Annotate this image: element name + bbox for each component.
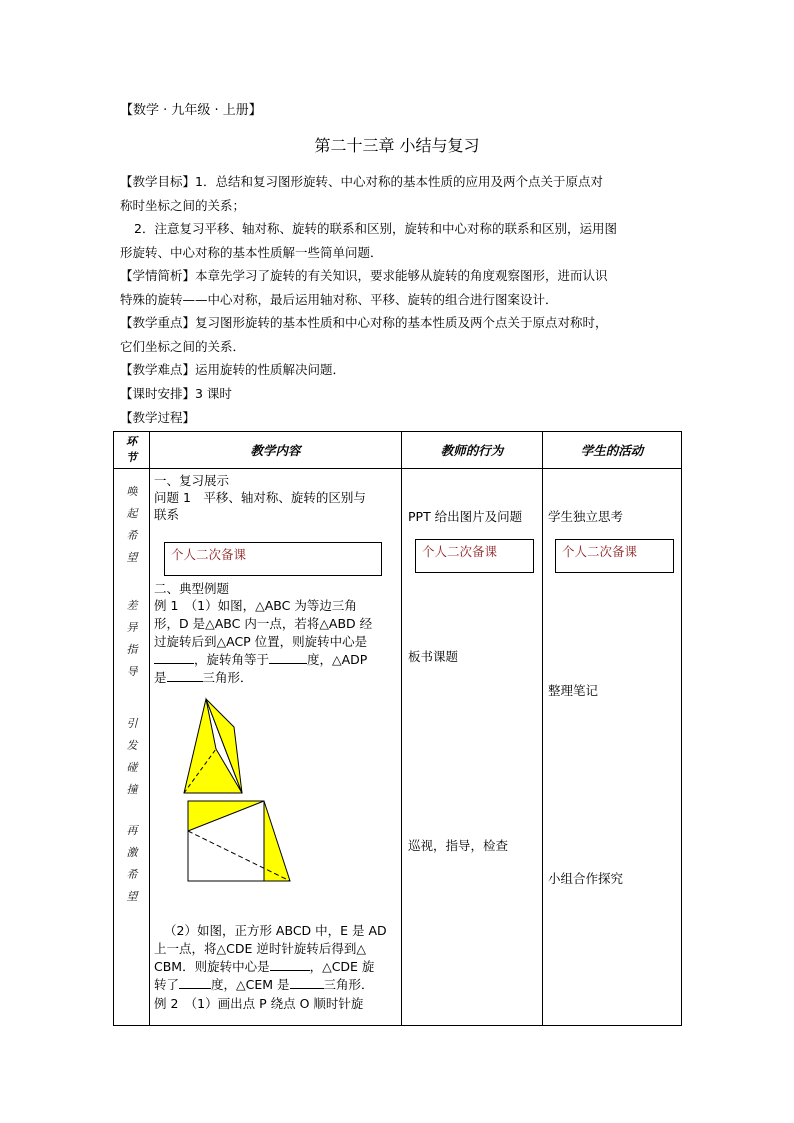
header-teacher: 教师的行为 (402, 432, 543, 469)
difficulty-line: 【教学难点】运用旋转的性质解决问题． (120, 362, 346, 377)
answer-blank[interactable] (290, 976, 324, 989)
goals-line-3: 2．注意复习平移、轴对称、旋转的联系和区别，旋转和中心对称的联系和区别，运用图 (134, 221, 617, 236)
stage-char: 希 (126, 868, 138, 881)
stage-char: 希 (126, 529, 138, 542)
example-1-line-5 (154, 668, 253, 686)
schedule-line: 【课时安排】3 课时 (120, 386, 232, 401)
goals-line-2: 称时坐标之间的关系； (120, 197, 246, 213)
student-action-notes: 整理笔记 (548, 683, 599, 698)
example-1b-line-2: 上一点，将△CDE 逆时针旋转后得到△ (154, 941, 366, 956)
stage-arouse-hope (114, 481, 150, 569)
example-1b-line-3 (154, 957, 374, 975)
stage-char: 撞 (126, 783, 138, 796)
stage-rekindle-hope (114, 820, 150, 908)
chapter-title: 第二十三章 小结与复习 (314, 136, 480, 155)
lesson-schedule (120, 382, 680, 406)
example-1b-text: 三角形． (323, 977, 374, 992)
stage-char: 望 (126, 890, 138, 903)
example-2-line-1: 例 2 （1）画出点 P 绕点 O 顺时针旋 (154, 996, 364, 1011)
section-review: 一、复习展示 (154, 473, 230, 488)
student-action-think: 学生独立思考 (548, 509, 624, 524)
stage-char: 引 (126, 717, 138, 730)
example-1-line-2: 形，D 是△ABC 内一点，若将△ABD 经 (154, 616, 373, 631)
stage-char: 唤 (126, 485, 138, 498)
table-header-row (114, 432, 682, 469)
header-student: 学生的活动 (543, 432, 682, 469)
student-note-box[interactable]: 个人二次备课 (555, 539, 674, 573)
answer-blank[interactable] (270, 958, 310, 971)
table-body-row (114, 469, 682, 1026)
teacher-action-title: 板书课题 (408, 649, 459, 664)
teacher-action-patrol: 巡视，指导，检查 (408, 838, 509, 853)
example-1b-text: ，△CDE 旋 (309, 959, 375, 974)
example-1-line-3: 过旋转后到△ACP 位置，则旋转中心是 (154, 634, 368, 649)
example-1-text: 三角形． (202, 670, 253, 685)
example-1-text: ，旋转角等于 (194, 652, 270, 667)
example-1b-text: 度，△CEM 是 (211, 977, 290, 992)
example-1-line-1: 例 1 （1）如图，△ABC 为等边三角 (154, 598, 357, 613)
teacher-action-ppt: PPT 给出图片及问题 (408, 509, 523, 524)
lesson-note-box[interactable]: 个人二次备课 (164, 542, 382, 576)
key-points-line-1: 【教学重点】复习图形旋转的基本性质和中心对称的基本性质及两个点关于原点对称时， (120, 315, 608, 330)
stage-char: 差 (126, 599, 138, 612)
analysis-line-1: 【学情简析】本章先学习了旋转的有关知识，要求能够从旋转的角度观察图形，进而认识 (120, 268, 608, 283)
answer-blank[interactable] (154, 651, 194, 664)
teaching-process-heading (120, 406, 680, 430)
stage-char: 指 (126, 643, 138, 656)
process-line: 【教学过程】 (120, 410, 196, 425)
lesson-table (113, 431, 682, 1026)
stage-char: 再 (126, 824, 138, 837)
key-points-line-2: 它们坐标之间的关系． (120, 338, 246, 354)
header-stage (114, 432, 150, 469)
content-column (150, 469, 402, 1026)
teacher-column (402, 469, 543, 1026)
learning-analysis (120, 264, 680, 311)
stage-column (114, 469, 150, 1026)
triangle-cde (188, 801, 264, 831)
example-1-line-4 (154, 650, 367, 668)
answer-blank[interactable] (269, 651, 307, 664)
stage-differentiated-guidance (114, 595, 150, 683)
analysis-line-2: 特殊的旋转——中心对称，最后运用轴对称、平移、旋转的组合进行图案设计． (120, 291, 558, 307)
teaching-goals (120, 170, 680, 264)
stage-spark-collision (114, 713, 150, 801)
stage-char: 望 (126, 551, 138, 564)
stage-char: 激 (126, 846, 138, 859)
stage-char: 碰 (126, 761, 138, 774)
example-1b-line-1: （2）如图，正方形 ABCD 中，E 是 AD (164, 923, 387, 938)
section-examples: 二、典型例题 (154, 581, 230, 596)
goals-line-4: 形旋转、中心对称的基本性质解一些简单问题． (120, 244, 383, 260)
question-1-line-1: 问题 1 平移、轴对称、旋转的区别与 (154, 490, 366, 505)
stage-char: 发 (126, 739, 138, 752)
stage-char: 起 (126, 507, 138, 520)
example-1b-line-4 (154, 975, 374, 993)
student-column (543, 469, 682, 1026)
header-stage-top: 环 (126, 435, 137, 448)
answer-blank[interactable] (167, 669, 203, 682)
example-1b-text: CBM．则旋转中心是 (154, 959, 270, 974)
stage-char: 导 (126, 665, 138, 678)
teacher-note-box[interactable]: 个人二次备课 (415, 539, 534, 573)
key-points (120, 311, 680, 358)
example-1b-text: 转了 (154, 977, 180, 992)
header-content: 教学内容 (150, 432, 402, 469)
student-action-group: 小组合作探究 (548, 871, 624, 886)
square-figure (186, 799, 294, 883)
header-stage-bottom: 节 (126, 451, 137, 464)
teaching-difficulty (120, 358, 680, 382)
example-1-text: 度，△ADP (307, 652, 368, 667)
example-1-text: 是 (154, 670, 167, 685)
triangle-figure (172, 697, 244, 797)
stage-char: 异 (126, 621, 138, 634)
answer-blank[interactable] (179, 976, 211, 989)
question-1-line-2: 联系 (154, 507, 180, 522)
goals-line-1: 【教学目标】1．总结和复习图形旋转、中心对称的基本性质的应用及两个点关于原点对 (120, 174, 603, 189)
book-header: 【数学 · 九年级 · 上册】 (120, 103, 262, 118)
triangle-cbm (264, 801, 290, 881)
